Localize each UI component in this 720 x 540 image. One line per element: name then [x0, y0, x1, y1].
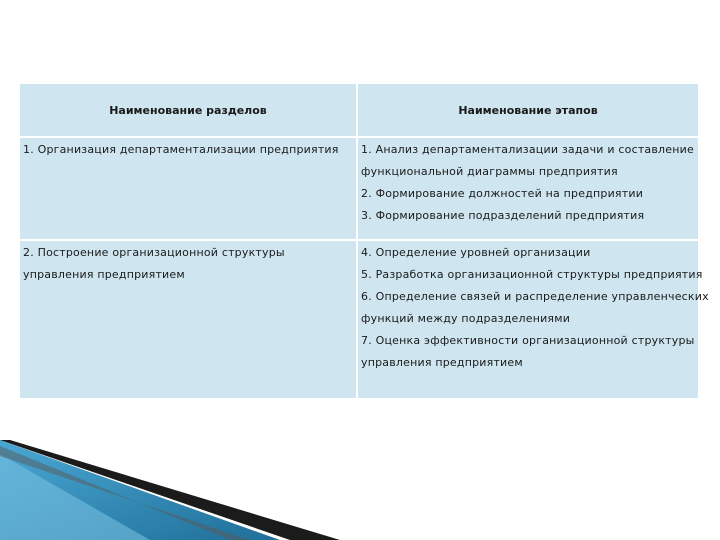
- stages-table: [18, 82, 709, 400]
- stages-cell: [357, 137, 699, 240]
- stage-line: 4. Определение уровней организации: [361, 246, 591, 259]
- decorative-corner-graphic: [0, 440, 340, 540]
- stage-line: функциональной диаграммы предприятия: [361, 165, 618, 178]
- stage-line: 2. Формирование должностей на предприятии: [361, 187, 644, 200]
- stage-line: 1. Анализ департаментализации задачи и составление: [361, 143, 694, 156]
- stages-cell: [357, 240, 709, 399]
- section-cell: [19, 137, 357, 240]
- header-stages: Наименование этапов: [357, 83, 699, 137]
- stage-line: 7. Оценка эффективности организационной структуры: [361, 334, 695, 347]
- table-header-row: [19, 83, 699, 137]
- table-row: [19, 137, 699, 240]
- section-cell: [19, 240, 357, 399]
- stage-line: функций между подразделениями: [361, 312, 571, 325]
- header-sections: Наименование разделов: [19, 83, 357, 137]
- stage-line: 6. Определение связей и распределение управленческих: [361, 290, 709, 303]
- section-line: 1. Организация департаментализации предприятия: [23, 143, 339, 156]
- stage-line: 3. Формирование подразделений предприятия: [361, 209, 645, 222]
- stage-line: управления предприятием: [361, 356, 523, 369]
- section-line: 2. Построение организационной структуры: [23, 246, 285, 259]
- table-row: [19, 240, 699, 399]
- stage-line: 5. Разработка организационной структуры предприятия: [361, 268, 703, 281]
- section-line: управления предприятием: [23, 268, 185, 281]
